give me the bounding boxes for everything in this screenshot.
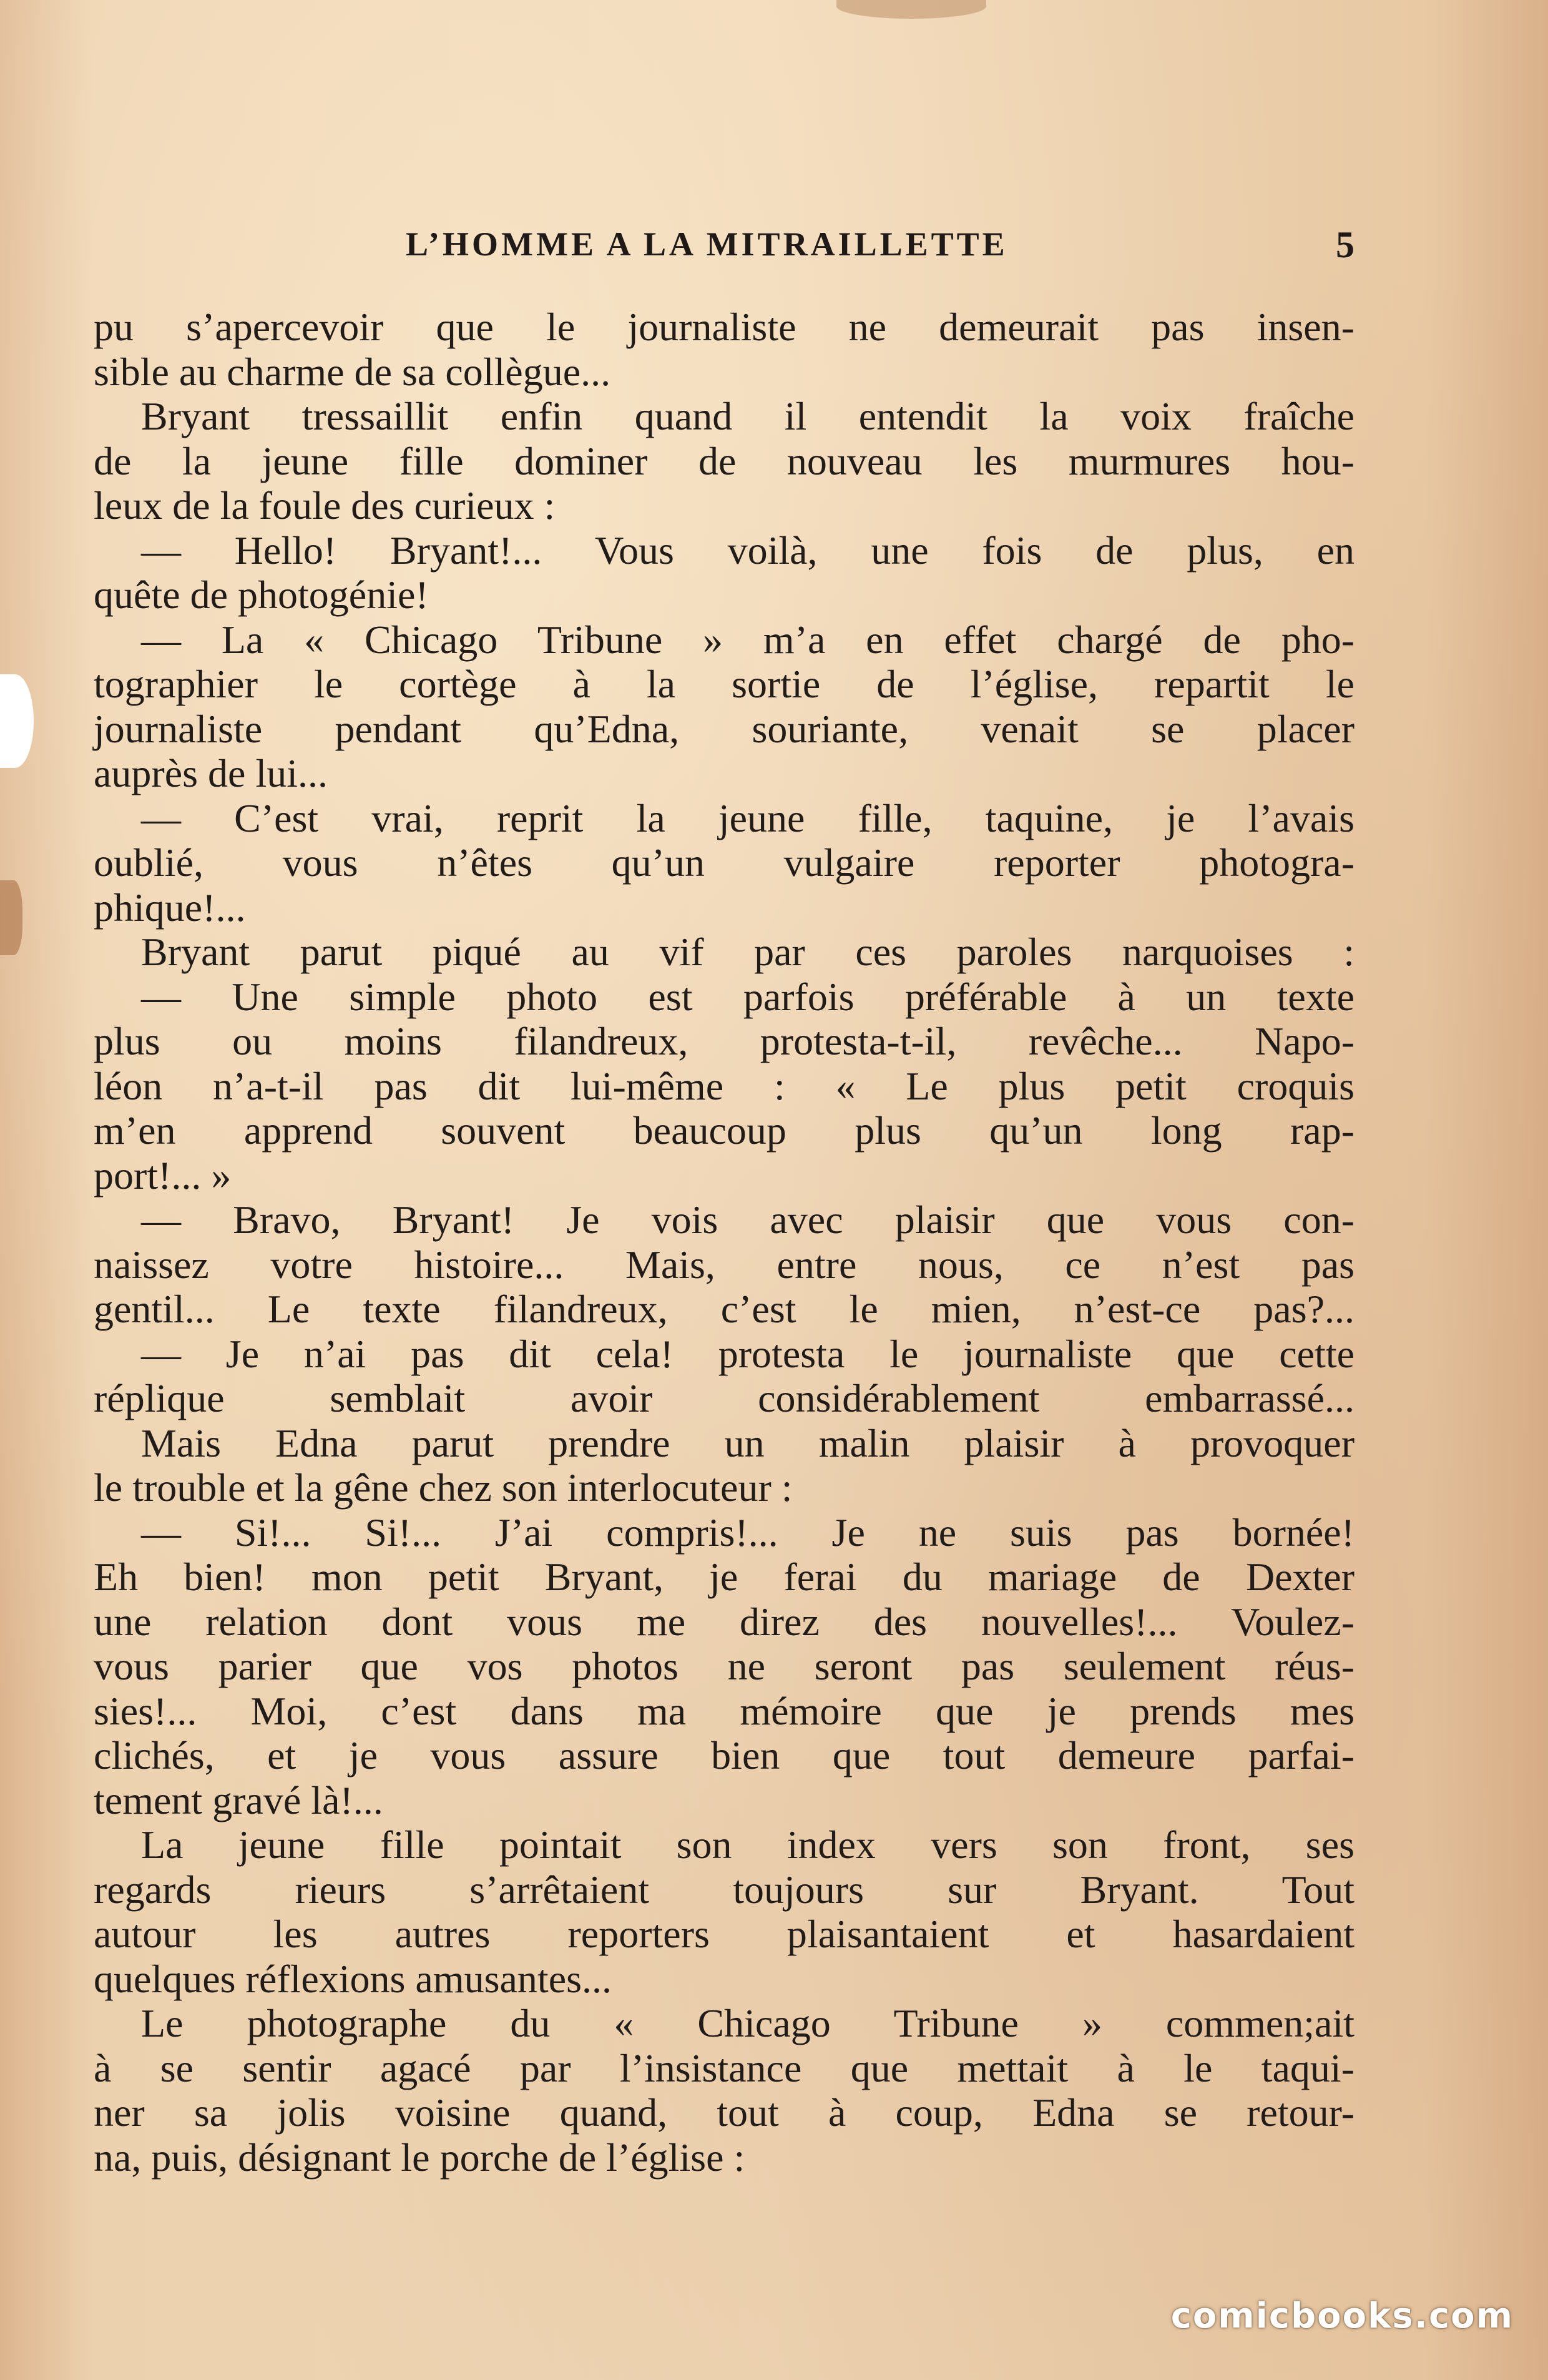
body-text <box>94 305 1354 2180</box>
text-line: La jeune fille pointait son index vers son front, ses <box>141 1822 1354 1867</box>
text-line: quelques réflexions amusantes... <box>94 1956 612 2001</box>
text-line: auprès de lui... <box>94 751 328 795</box>
text-line: m’en apprend souvent beaucoup plus qu’un long rap- <box>94 1108 1354 1153</box>
text-line: phique!... <box>94 885 246 930</box>
text-line: leux de la foule des curieux : <box>94 483 556 528</box>
text-line: naissez votre histoire... Mais, entre nous, ce n’est pas <box>94 1242 1354 1287</box>
text-line: oublié, vous n’êtes qu’un vulgaire reporter photogra- <box>94 840 1354 885</box>
text-line: ner sa jolis voisine quand, tout à coup, Edna se retour- <box>94 2090 1354 2135</box>
text-line: une relation dont vous me direz des nouvelles!... Voulez- <box>94 1599 1354 1644</box>
text-line: — La « Chicago Tribune » m’a en effet chargé de pho- <box>141 617 1354 662</box>
text-line: quête de photogénie! <box>94 573 429 617</box>
page-number: 5 <box>1336 224 1354 265</box>
text-line: — Bravo, Bryant! Je vois avec plaisir que vous con- <box>141 1197 1354 1242</box>
text-line: plus ou moins filandreux, protesta-t-il, revêche... Napo- <box>94 1019 1354 1063</box>
text-line: à se sentir agacé par l’insistance que mettait à le taqui- <box>94 2045 1354 2090</box>
text-line: pu s’apercevoir que le journaliste ne demeurait pas insen- <box>94 305 1354 349</box>
text-line: Eh bien! mon petit Bryant, je ferai du mariage de Dexter <box>94 1555 1354 1599</box>
text-line: autour les autres reporters plaisantaient et hasardaient <box>94 1912 1354 1956</box>
text-line: Mais Edna parut prendre un malin plaisir à provoquer <box>141 1420 1354 1465</box>
running-header <box>94 225 1354 275</box>
paper-hole-left <box>0 674 34 768</box>
text-line: journaliste pendant qu’Edna, souriante, venait se placer <box>94 706 1354 751</box>
text-line: — Si!... Si!... J’ai compris!... Je ne suis pas bornée! <box>141 1510 1354 1555</box>
text-line: Bryant parut piqué au vif par ces paroles narquoises : <box>141 930 1354 974</box>
text-line: na, puis, désignant le porche de l’église : <box>94 2135 745 2180</box>
text-line: Le photographe du « Chicago Tribune » commen;ait <box>141 2001 1354 2045</box>
text-line: le trouble et la gêne chez son interlocuteur : <box>94 1465 793 1510</box>
text-line: gentil... Le texte filandreux, c’est le mien, n’est-ce pas?... <box>94 1287 1354 1331</box>
text-line: regards rieurs s’arrêtaient toujours sur Bryant. Tout <box>94 1867 1354 1912</box>
paper-tear-top <box>836 0 986 19</box>
text-line: clichés, et je vous assure bien que tout demeure parfai- <box>94 1733 1354 1778</box>
text-line: réplique semblait avoir considérablement embarrassé... <box>94 1376 1354 1420</box>
running-title: L’HOMME A LA MITRAILLETTE <box>406 225 1008 263</box>
text-line: — Une simple photo est parfois préférable à un texte <box>141 974 1354 1019</box>
text-line: port!... » <box>94 1153 232 1197</box>
text-line: sible au charme de sa collègue... <box>94 349 611 394</box>
text-line: — Je n’ai pas dit cela! protesta le journaliste que cette <box>141 1331 1354 1376</box>
text-line: tement gravé là!... <box>94 1778 383 1822</box>
text-line: — C’est vrai, reprit la jeune fille, taquine, je l’avais <box>141 795 1354 840</box>
text-line: de la jeune fille dominer de nouveau les murmures hou- <box>94 438 1354 483</box>
text-line: — Hello! Bryant!... Vous voilà, une fois de plus, en <box>141 528 1354 573</box>
text-line: Bryant tressaillit enfin quand il entendit la voix fraîche <box>141 394 1354 438</box>
text-line: vous parier que vos photos ne seront pas seulement réus- <box>94 1644 1354 1688</box>
watermark-text: comicbooks.com <box>1170 2296 1514 2336</box>
text-line: tographier le cortège à la sortie de l’église, repartit le <box>94 662 1354 706</box>
text-line: léon n’a-t-il pas dit lui-même : « Le plus petit croquis <box>94 1063 1354 1108</box>
text-line: sies!... Moi, c’est dans ma mémoire que je prends mes <box>94 1688 1354 1733</box>
paper-stain-left <box>0 880 22 955</box>
